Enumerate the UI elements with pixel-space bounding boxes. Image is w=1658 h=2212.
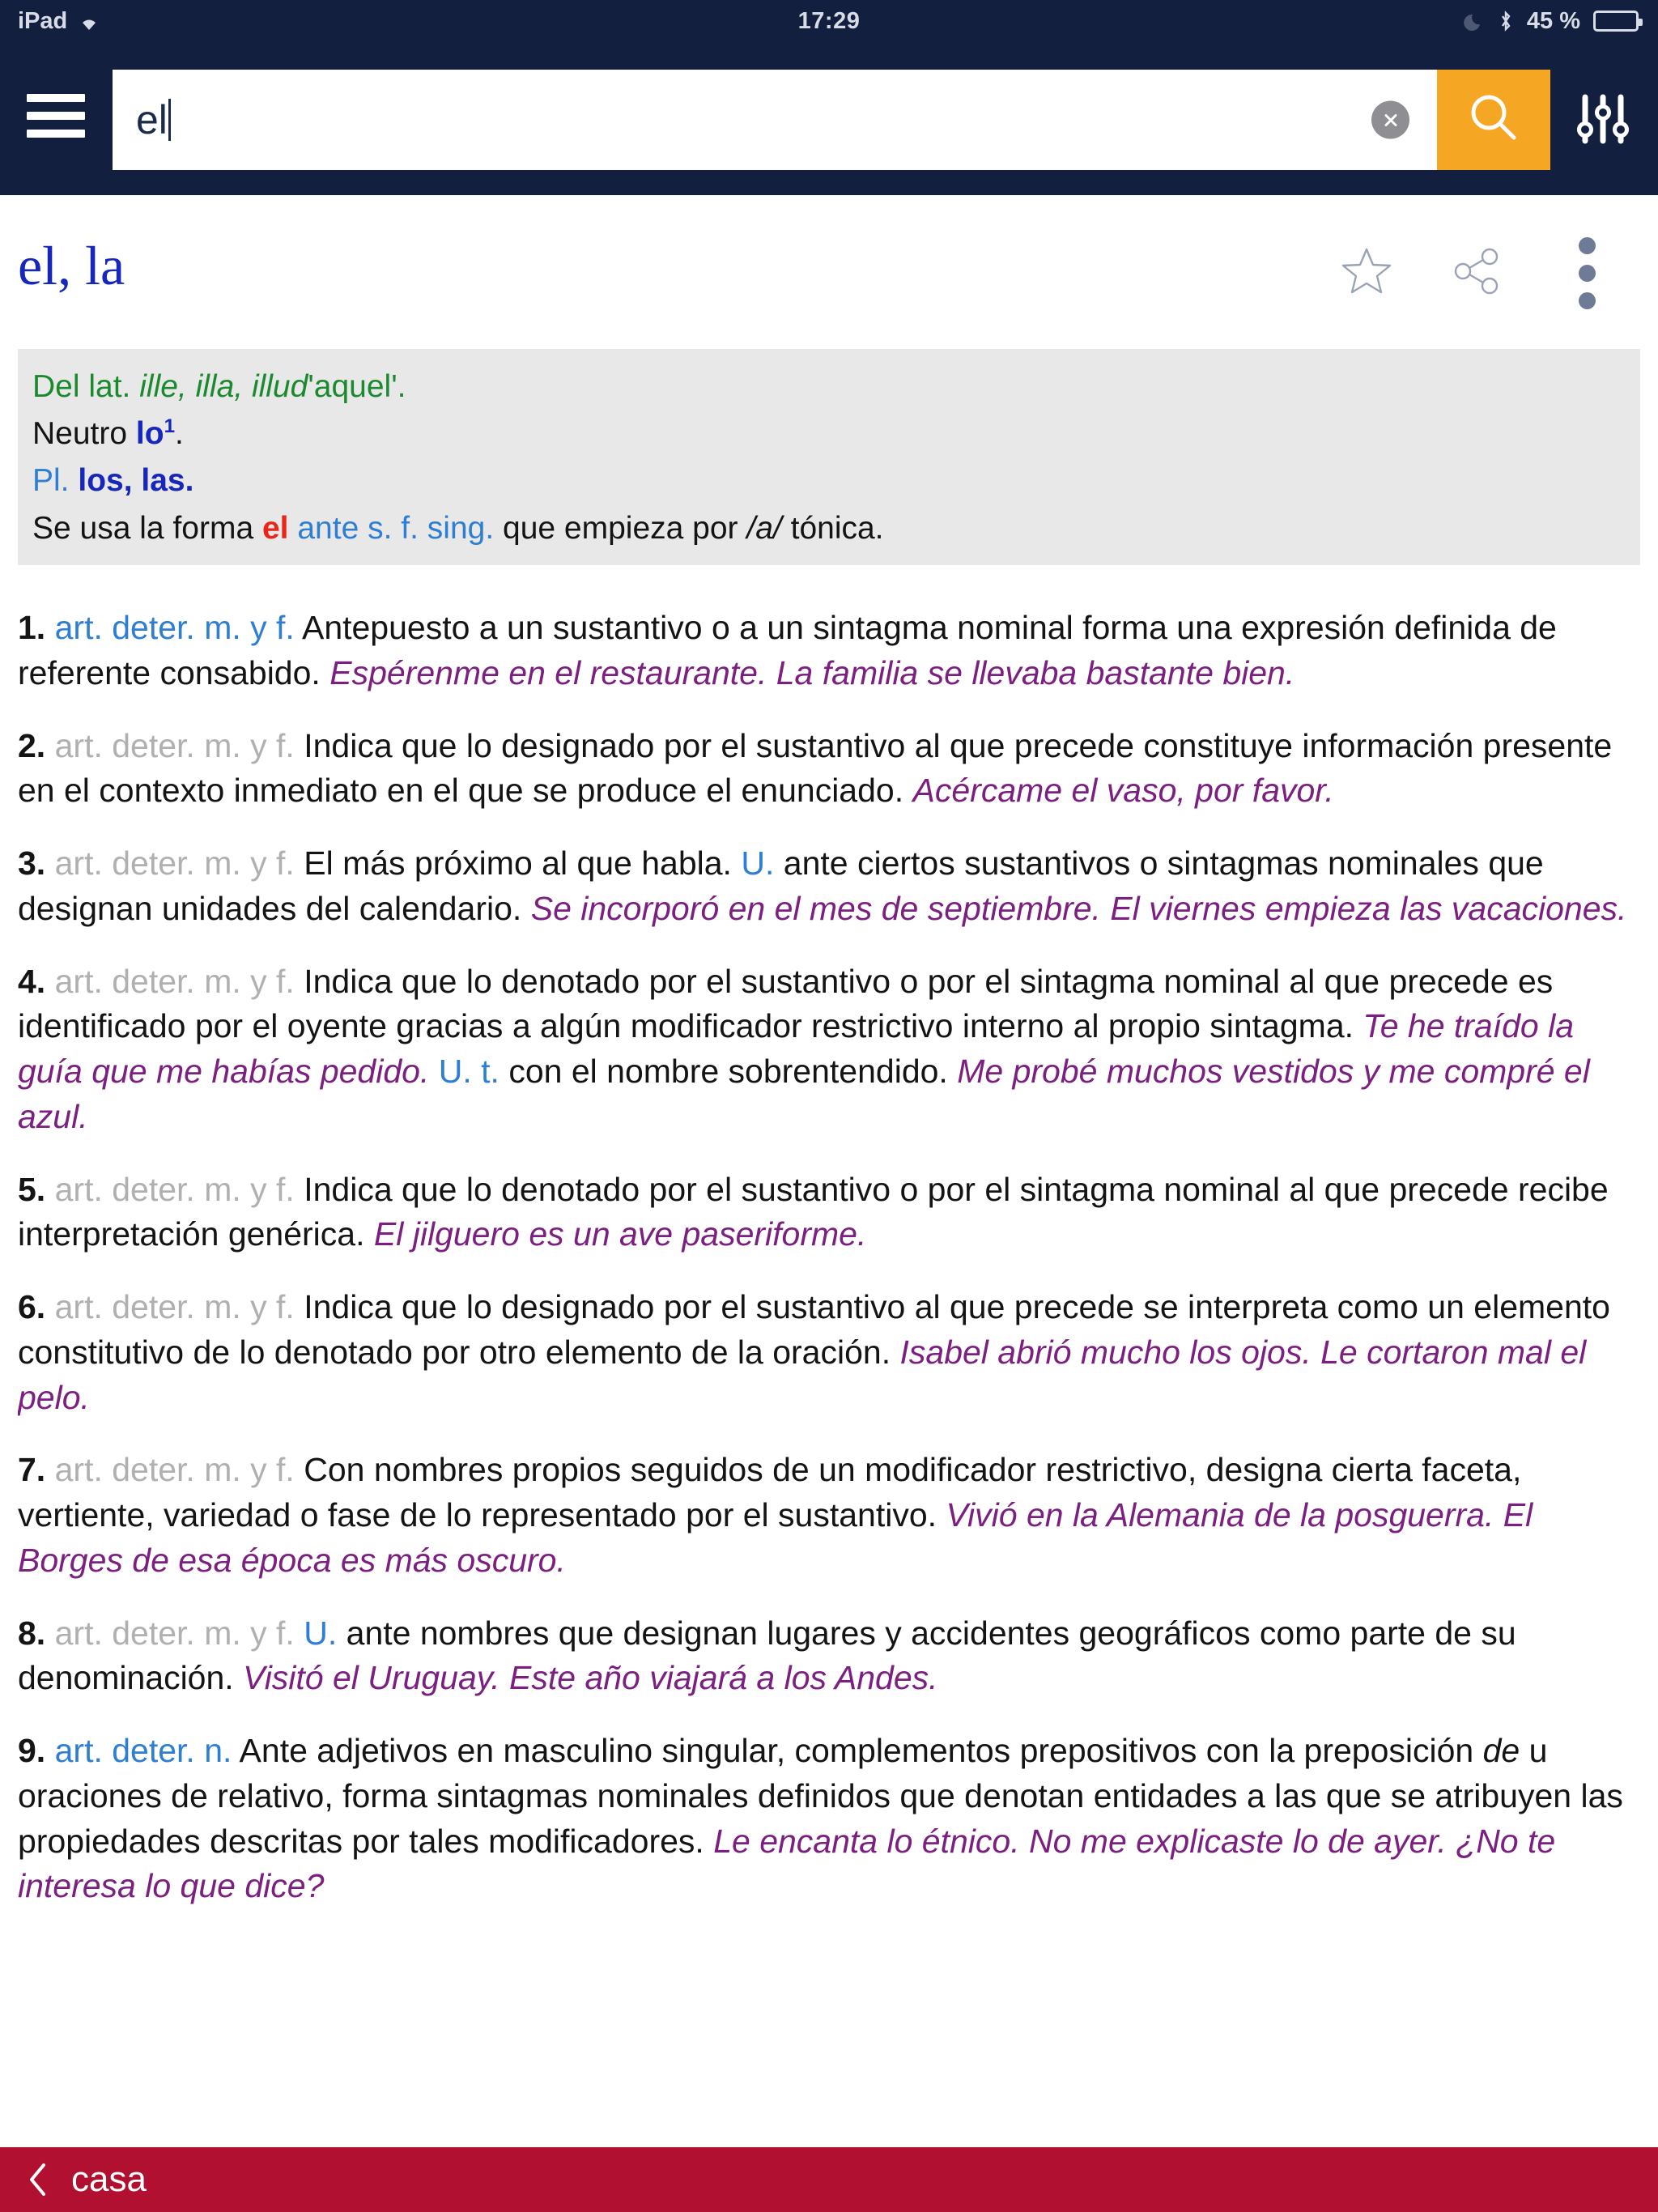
definition-body: Indica que lo denotado por el sustantivo o por el sintagma nominal al que precede recibe interpretación genérica.: [18, 1170, 1609, 1253]
status-bar-right: [1464, 8, 1639, 35]
definition-number: 5.: [18, 1170, 46, 1208]
grammar-label: art. deter. m. y f.: [54, 1288, 295, 1325]
definition-item: [18, 1611, 1645, 1702]
grammar-label[interactable]: art. deter. n.: [54, 1732, 232, 1769]
definition-body-pre: Ante adjetivos en masculino singular, complementos prepositivos con la preposición: [239, 1732, 1474, 1769]
dot: [1579, 265, 1596, 282]
share-button[interactable]: [1422, 234, 1532, 312]
definition-body: Con nombres propios seguidos de un modificador restrictivo, designa cierta faceta, vertiente, variedad o fase de lo representado por el sustantivo.: [18, 1451, 1522, 1534]
definition-body-2: ante nombres que designan lugares y accidentes geográficos como parte de su denominación.: [18, 1614, 1516, 1697]
hamburger-menu-icon[interactable]: [27, 89, 85, 143]
usage-line: [32, 507, 1626, 551]
usage-part4: tónica.: [790, 510, 884, 546]
search-input[interactable]: [113, 70, 1437, 170]
definition-example: Visitó el Uruguay. Este año viajará a los Andes.: [243, 1659, 938, 1697]
usage-part2[interactable]: ante s. f. sing.: [297, 510, 495, 546]
definition-number: 6.: [18, 1288, 46, 1325]
definition-example: Te he traído la guía que me habías pedido.: [18, 1007, 1575, 1090]
definition-example: Vivió en la Alemania de la posguerra. El Borges de esa época es más oscuro.: [18, 1496, 1533, 1579]
search-icon: [1464, 88, 1524, 152]
neuter-line: [32, 412, 1626, 456]
definition-example: Acércame el vaso, por favor.: [912, 772, 1334, 810]
definition-item: [18, 724, 1645, 815]
share-icon: [1452, 246, 1502, 300]
back-label: casa: [71, 2159, 147, 2199]
definition-number: 8.: [18, 1614, 46, 1652]
entry-header: [0, 195, 1658, 349]
hamburger-bar: [27, 130, 85, 138]
usage-part1: Se usa la forma: [32, 510, 254, 546]
plural-label: Pl.: [32, 463, 70, 499]
definition-number: 1.: [18, 609, 46, 646]
neuter-superscript: 1: [164, 415, 176, 438]
device-name: iPad: [18, 7, 68, 34]
definition-body: Indica que lo designado por el sustantivo al que precede constituye información presente en el contexto inmediato en el que se produce el enunciado.: [18, 726, 1613, 810]
grammar-label: art. deter. m. y f.: [54, 844, 295, 882]
definition-example: Se incorporó en el mes de septiembre. El viernes empieza las vacaciones.: [530, 889, 1627, 927]
more-options-button[interactable]: [1532, 234, 1642, 312]
dot: [1579, 237, 1596, 254]
definition-item: [18, 606, 1645, 696]
definition-number: 9.: [18, 1732, 46, 1769]
definition-example-2: Me probé muchos vestidos y me compré el azul.: [18, 1053, 1590, 1135]
definition-body: Indica que lo designado por el sustantivo al que precede se interpreta como un elemento constitutivo de lo denotado por otro elemento de la oración.: [18, 1288, 1610, 1371]
neuter-period: .: [175, 416, 184, 452]
grammar-label: art. deter. m. y f.: [54, 962, 295, 1000]
grammar-label: art. deter. m. y f.: [54, 726, 295, 764]
bluetooth-icon: [1498, 10, 1514, 32]
search-button[interactable]: [1437, 70, 1550, 170]
usage-phoneme: /a/: [746, 510, 782, 546]
search-header: [0, 42, 1658, 195]
chevron-left-icon: [28, 2162, 49, 2197]
usage-abbr[interactable]: U.: [304, 1614, 338, 1652]
clear-circle-icon[interactable]: [1371, 101, 1409, 139]
definition-body-post: u oraciones de relativo, forma sintagmas nominales definidos que denotan entidades a las que se atribuyen las propiedades descritas por tales modificadores.: [18, 1732, 1623, 1860]
definition-example: Espérenme en el restaurante. La familia se llevaba bastante bien.: [329, 653, 1295, 691]
definition-number: 4.: [18, 962, 46, 1000]
definition-example: El jilguero es un ave paseriforme.: [373, 1215, 867, 1253]
definition-body: Antepuesto a un sustantivo o a un sintagma nominal forma una expresión definida de referente consabido.: [18, 609, 1557, 691]
grammar-label: art. deter. m. y f.: [54, 1614, 295, 1652]
favorite-button[interactable]: [1312, 234, 1422, 312]
hamburger-bar: [27, 94, 85, 102]
definition-body-3: con el nombre sobrentendido.: [508, 1053, 948, 1090]
definition-example: Isabel abrió mucho los ojos. Le cortaron mal el pelo.: [18, 1333, 1587, 1416]
etymology-latin: ille, illa, illud: [139, 369, 308, 404]
star-outline-icon: [1341, 246, 1392, 300]
entry-actions: [1312, 234, 1642, 312]
definition-body: Indica que lo denotado por el sustantivo o por el sintagma nominal al que precede es identificado por el oyente gracias a algún modificador restrictivo interno al propio sintagma.: [18, 962, 1554, 1045]
etymology-prefix: Del lat.: [32, 369, 131, 404]
back-navigation-bar[interactable]: [0, 2147, 1658, 2212]
plural-forms[interactable]: los, las.: [78, 463, 194, 499]
definition-body-italic: de: [1482, 1732, 1520, 1769]
definition-body: El más próximo al que habla.: [304, 844, 732, 882]
sliders-filter-icon[interactable]: [1566, 87, 1640, 151]
definition-number: 7.: [18, 1451, 46, 1489]
etymology-line: [32, 365, 1626, 409]
battery-label: 45 %: [1526, 7, 1580, 34]
moon-icon: [1464, 11, 1485, 32]
usage-abbr[interactable]: U.: [741, 844, 775, 882]
etymology-info-box: [18, 349, 1640, 565]
neuter-link[interactable]: lo: [135, 416, 164, 452]
grammar-label: art. deter. m. y f.: [54, 1170, 295, 1208]
definition-number: 2.: [18, 726, 46, 764]
hamburger-bar: [27, 112, 85, 120]
definition-item: [18, 1729, 1645, 1909]
neuter-label: Neutro: [32, 416, 128, 452]
usage-abbr[interactable]: U. t.: [438, 1053, 500, 1090]
definitions-list[interactable]: [18, 606, 1645, 2128]
etymology-gloss: 'aquel'.: [308, 369, 406, 404]
search-query-text: el: [136, 97, 168, 143]
search-bar: [113, 70, 1550, 170]
battery-icon: [1593, 11, 1639, 32]
definition-item: [18, 959, 1645, 1140]
dot: [1579, 292, 1596, 309]
definition-item: [18, 841, 1645, 932]
text-caret: [168, 99, 171, 141]
definition-number: 3.: [18, 844, 46, 882]
definition-example: Le encanta lo étnico. No me explicaste lo de ayer. ¿No te interesa lo que dice?: [18, 1822, 1556, 1905]
page-title: el, la: [18, 235, 125, 296]
grammar-label: art. deter. m. y f.: [54, 1451, 295, 1489]
grammar-label[interactable]: art. deter. m. y f.: [54, 609, 295, 646]
definition-item: [18, 1285, 1645, 1420]
status-bar-clock: 17:29: [797, 7, 861, 34]
definition-item: [18, 1448, 1645, 1583]
definition-body-2: ante ciertos sustantivos o sintagmas nominales que designan unidades del calendario.: [18, 844, 1544, 927]
plural-line: [32, 459, 1626, 503]
usage-highlight: el: [261, 510, 289, 546]
definition-item: [18, 1168, 1645, 1258]
status-bar: [0, 0, 1658, 42]
usage-part3: que empieza por: [503, 510, 738, 546]
more-vertical-icon: [1579, 237, 1596, 309]
